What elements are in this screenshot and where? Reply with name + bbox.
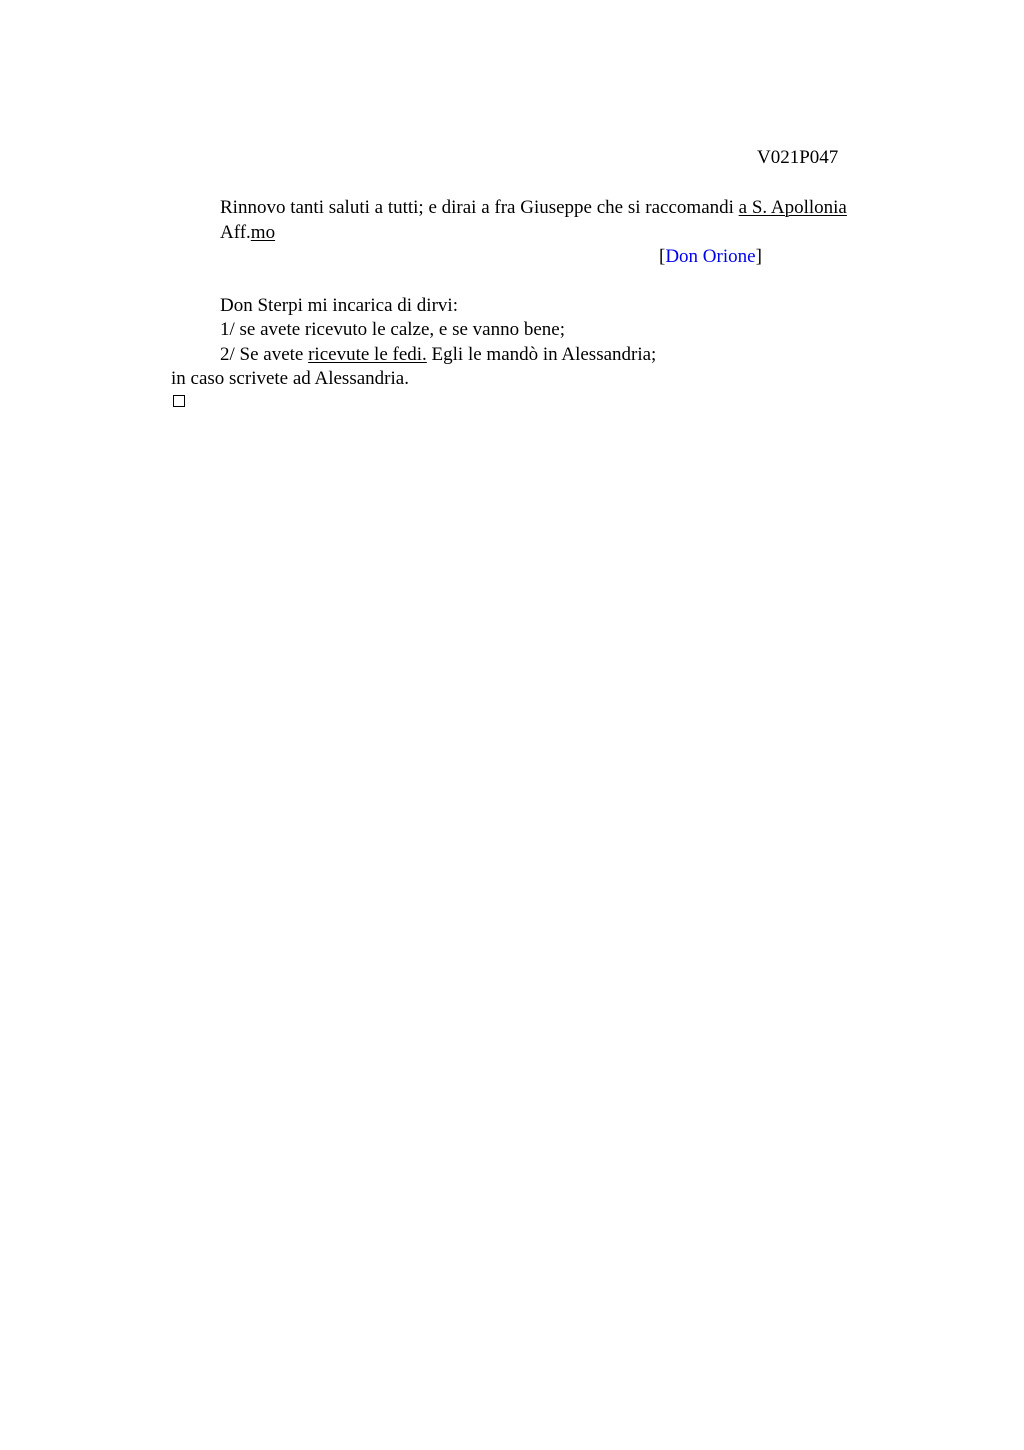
closing-line [220,221,275,245]
signature-close-bracket: ] [755,246,762,267]
greeting-text: Rinnovo tanti saluti a tutti; e dirai a fra Giuseppe che si raccomandi [220,197,739,218]
page-code: V021P047 [757,147,839,168]
closing-underlined: mo [250,222,276,243]
item-2-prefix: 2/ Se avete [220,344,309,365]
signature-name[interactable]: Don Orione [665,246,756,267]
signature-open-bracket: [ [659,246,666,267]
list-item-2 [220,343,656,367]
continuation-line: in caso scrivete ad Alessandria. [171,368,409,389]
item-2-suffix: Egli le mandò in Alessandria; [426,344,657,365]
signature [659,245,762,269]
list-item-1: 1/ se avete ricevuto le calze, e se vanno bene; [220,319,565,340]
greeting-line [220,196,847,220]
closing-prefix: Aff. [220,222,251,243]
postscript-intro: Don Sterpi mi incarica di dirvi: [220,295,458,316]
item-2-underlined: ricevute le fedi. [308,344,427,365]
end-square-icon [173,395,185,407]
greeting-underlined: a S. Apollonia [738,197,847,218]
